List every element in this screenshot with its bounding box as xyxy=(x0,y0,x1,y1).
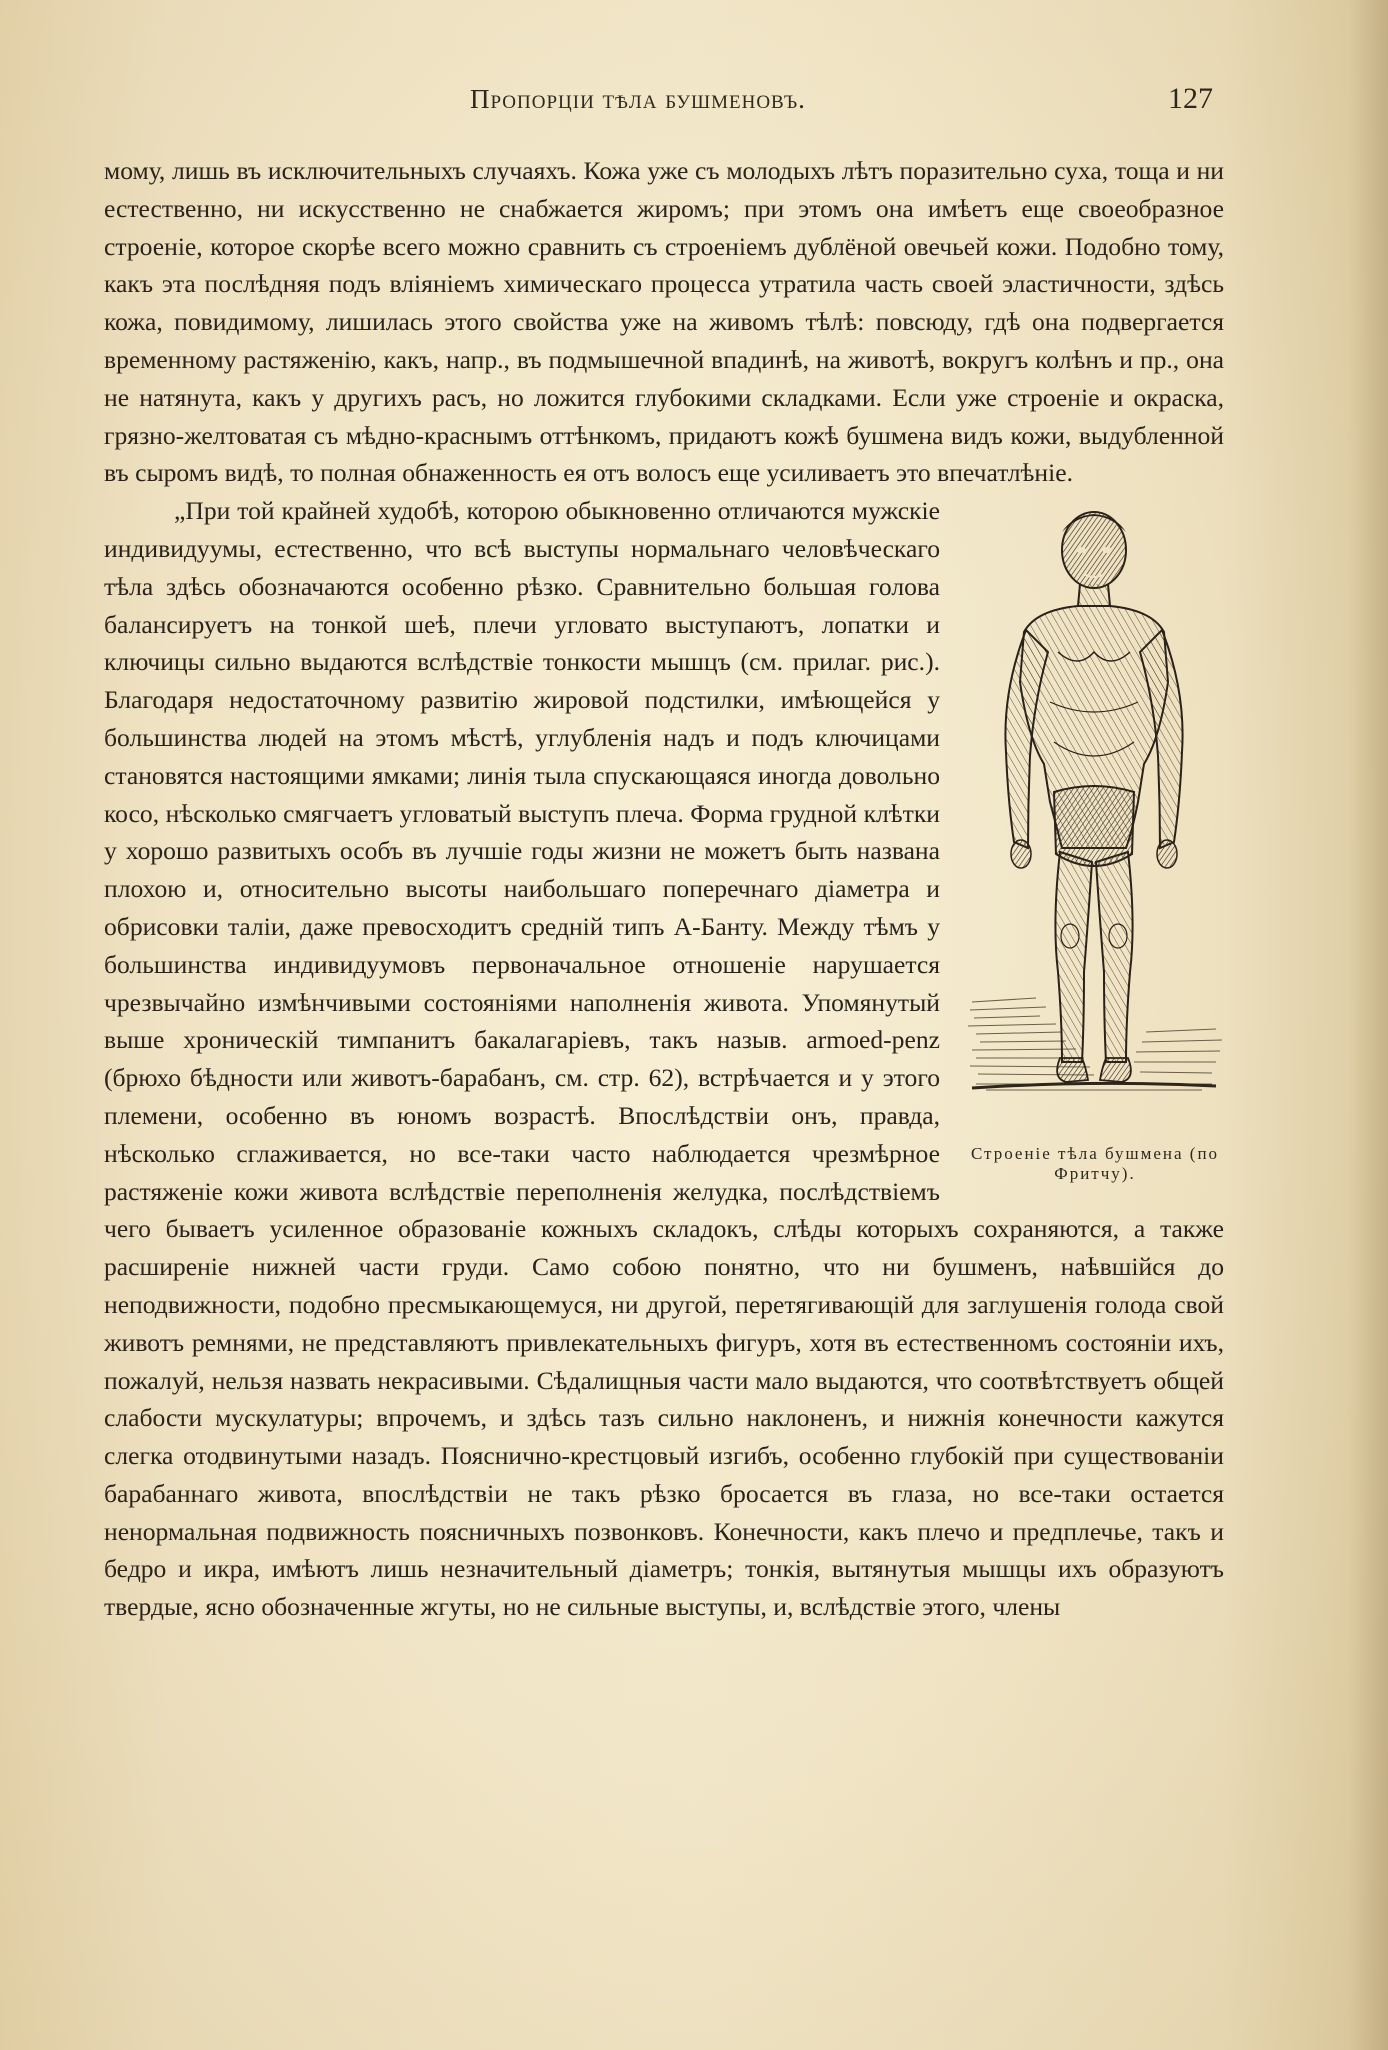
page-number: 127 xyxy=(1168,82,1213,115)
running-head: Пропорціи тѣла бушменовъ. xyxy=(470,84,806,114)
figure xyxy=(966,502,1224,1184)
engraving-standing-man-icon xyxy=(966,502,1224,1136)
paragraph: „При той крайней худобѣ, которою обыкновенно отличаются мужскіе индивидуумы, естественно, что всѣ выступы нормальнаго человѣческаго тѣла здѣсь обозначаются особенно рѣзко. Сравнительно большая голова балансируетъ на тонкой шеѣ, плечи угловато выступаютъ, лопатки и ключицы сильно выдаются вслѣдствіе тонкости мышцъ (см. прилаг. рис.). Благодаря недостаточному развитію жировой подстилки, имѣющейся у большинства людей на этомъ мѣстѣ, углубленія надъ и подъ ключицами становятся настоящими ямками; линія тыла спускающаяся иногда довольно косо, нѣсколько смягчаетъ угловатый выступъ плеча. Форма грудной клѣтки у хорошо развитыхъ особъ въ лучшіе годы жизни не можетъ быть названа плохою и, относительно высоты наибольшаго поперечнаго діаметра и обрисовки таліи, даже превосходитъ средній типъ А-Банту. Между тѣмъ у большинства индивидуумовъ первоначальное отношеніе нарушается чрезвычайно измѣнчивыми состояніями наполненія живота. Упомянутый выше хроническій тимпанитъ бакалагаріевъ, такъ назыв. armoed-penz (брюхо бѣдности или животъ-барабанъ, см. стр. 62), встрѣчается и у этого племени, особенно въ юномъ возрастѣ. Впослѣдствіи онъ, правда, нѣсколько сглаживается, но все-таки часто наблюдается чрезмѣрное растяженіе кожи живота вслѣдствіе переполненія желудка, послѣдствіемъ чего бываетъ усиленное образованіе кожныхъ складокъ, слѣды которыхъ сохраняются, а также расширеніе нижней части груди. Само собою понятно, что ни бушменъ, наѣвшійся до неподвижности, подобно пресмыкающемуся, ни другой, перетягивающій для заглушенія голода свой животъ ремнями, не представляютъ привлекательныхъ фигуръ, хотя въ естественномъ состояніи ихъ, пожалуй, нельзя назвать некрасивыми. Сѣдалищныя части мало выдаются, что соотвѣтствуетъ общей слабости мускулатуры; впрочемъ, и здѣсь тазъ сильно наклоненъ, и нижнія конечности кажутся слегка отодвинутыми назадъ. Пояснично-крестцовый изгибъ, особенно глубокій при существованіи барабаннаго живота, впослѣдствіи не такъ рѣзко бросается въ глаза, но все-таки остается ненормальная подвижность поясничныхъ позвонковъ. Конечности, какъ плечо и предплечье, такъ и бедро и икра, имѣютъ лишь незначительный діаметръ; тонкія, вытянутыя мышцы ихъ образуютъ твердые, ясно обозначенные жгуты, но не сильные выступы, и, вслѣдствіе этого, члены xyxy=(104,496,1224,1622)
paragraph: мому, лишь въ исключительныхъ случаяхъ. Кожа уже съ молодыхъ лѣтъ поразительно суха, тоща и ни естественно, ни искусственно не снабжается жиромъ; при этомъ она имѣетъ еще своеобразное строеніе, которое скорѣе всего можно сравнить съ строеніемъ дублёной овечьей кожи. Подобно тому, какъ эта послѣдняя подъ вліяніемъ химическаго процесса утратила часть своей эластичности, здѣсь кожа, повидимому, лишилась этого свойства уже на живомъ тѣлѣ: повсюду, гдѣ она подвергается временному растяженію, какъ, напр., въ подмышечной впадинѣ, на животѣ, вокругъ колѣнъ и пр., она не натянута, какъ у другихъ расъ, но ложится глубокими складками. Если уже строеніе и окраска, грязно-желтоватая съ мѣдно-краснымъ оттѣнкомъ, придаютъ кожѣ бушмена видъ кожи, выдубленной въ сыромъ видѣ, то полная обнаженность ея отъ волосъ еще усиливаетъ это впечатлѣніе. xyxy=(104,156,1224,488)
body-text xyxy=(104,152,1224,1626)
figure-caption: Строеніе тѣла бушмена (по Фритчу). xyxy=(970,1144,1220,1184)
